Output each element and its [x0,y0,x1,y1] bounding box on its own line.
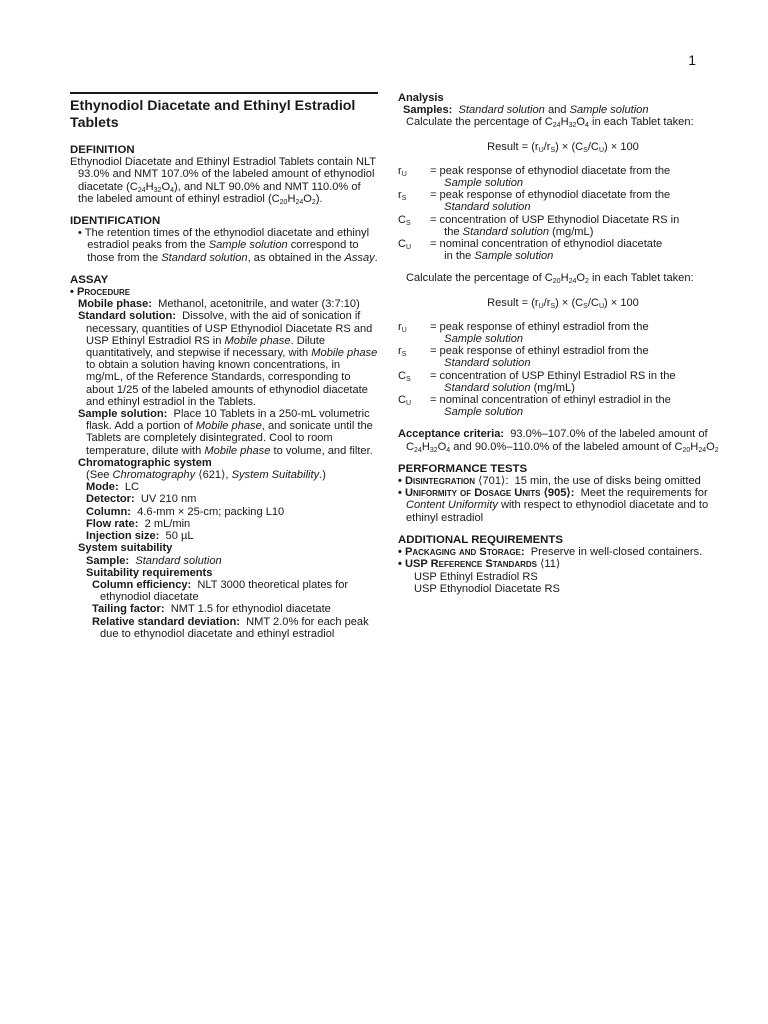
packaging-and-storage: • Packaging and Storage: Preserve in well-closed containers. [398,546,703,559]
variable-row: $r_S$ = peak response of ethinyl estradiol from the Standard solution [398,345,649,370]
variable-row: $C_U$ = nominal concentration of ethynodiol diacetate in the Sample solution [398,238,663,263]
mode: Mode: LC [86,481,140,494]
column: Column: 4.6-mm × 25-cm; packing L10 [86,505,285,518]
variable-row: $r_U$ = peak response of ethinyl estradiol from the Sample solution [398,320,649,346]
left-column [70,92,378,640]
reference-standard-item: USP Ethynodiol Diacetate RS [414,582,560,595]
analysis-samples: Samples: Standard solution and Sample solution [403,104,649,117]
variable-row: $C_S$ = concentration of USP Ethinyl Estradiol RS in the Standard solution (mg/mL) [398,369,676,394]
variable-row: $C_S$ = concentration of USP Ethynodiol Diacetate RS in the Standard solution (mg/mL) [398,213,680,238]
variable-row: $r_S$ = peak response of ethynodiol diacetate from the Standard solution [398,189,671,214]
right-column [398,92,728,595]
page-number: 1 [688,52,696,68]
definition-text: Ethynodiol Diacetate and Ethinyl Estradiol Tablets contain NLT 93.0% and NMT 107.0% of the labeled amount of ethynodiol diacetate $(C_{24}H_{32}O_4)$, and NLT 90.0% and NMT 110.0% of the labeled amount of ethinyl estradiol $(C_{20}H_{24}O_2)$. [70,156,376,206]
additional-requirements-heading: ADDITIONAL REQUIREMENTS [398,533,563,546]
assay-heading: ASSAY [70,273,109,286]
detector: Detector: UV 210 nm [86,493,197,506]
tailing-factor: Tailing factor: NMT 1.5 for ethynodiol diacetate [92,603,331,616]
analysis-calc-1: Calculate the percentage of $C_{24}H_{32}O_4$ in each Tablet taken: [406,116,694,130]
definition-heading: DEFINITION [70,144,135,156]
ss-sample: Sample: Standard solution [86,554,222,567]
identification-text: • The retention times of the ethynodiol diacetate and ethinyl estradiol peaks from the Sample solution correspond to those from the Standard solution, as obtained in the Assay. [78,227,378,264]
usp-reference-standards: • USP Reference Standards ⟨11⟩ [398,558,561,571]
column-efficiency: Column efficiency: NLT 3000 theoretical plates for ethynodiol diacetate [92,578,349,604]
monograph-title: Ethynodiol Diacetate and Ethinyl Estradiol Tablets [70,92,378,132]
chromatographic-system-ref: (See Chromatography ⟨621⟩, System Suitability.) [86,469,326,482]
system-suitability-label: System suitability [78,542,173,555]
injection-size: Injection size: 50 µL [86,530,194,543]
suitability-requirements-label: Suitability requirements [86,566,213,579]
mobile-phase: Mobile phase: Methanol, acetonitrile, and water (3:7:10) [78,298,360,311]
standard-solution: Standard solution: Dissolve, with the aid of sonication if necessary, quantities of USP Ethynodiol Diacetate RS and USP Ethinyl Estradiol RS in Mobile phase. Dilute quantitatively, and stepwise if necessary, with Mobile phase to obtain a solution having known concentrations, in mg/mL, of the Reference Standards, corresponding to about 1/25 of the labeled amounts of ethynodiol diacetate and ethinyl estradiol in the Tablets. [78,310,378,408]
flow-rate: Flow rate: 2 mL/min [86,517,191,530]
chromatographic-system-label: Chromatographic system [78,456,212,469]
relative-standard-deviation: Relative standard deviation: NMT 2.0% for each peak due to ethynodiol diacetate and ethinyl estradiol [92,615,369,640]
result-formula-2: Result = $(r_U/r_S) \times (C_S/C_U) \times 100$ [487,296,639,310]
analysis-heading: Analysis [398,92,444,104]
variable-row: $r_U$ = peak response of ethynodiol diacetate from the Sample solution [398,164,671,190]
variables-2 [398,321,728,419]
acceptance-criteria: Acceptance criteria: 93.0%–107.0% of the labeled amount of $C_{24}H_{32}O_4$ and 90.0%–110.0% of the labeled amount of $C_{20}H_{24}O_2$ [398,428,719,454]
disintegration: • Disintegration ⟨701⟩: 15 min, the use of disks being omitted [398,475,701,488]
procedure-label: • Procedure [70,286,131,299]
variables-1 [398,165,728,263]
reference-standard-item: USP Ethinyl Estradiol RS [414,570,538,583]
analysis-calc-2: Calculate the percentage of $C_{20}H_{24}O_2$ in each Tablet taken: [406,272,694,286]
result-formula-1: Result = $(r_U/r_S) \times (C_S/C_U) \times 100$ [487,140,639,154]
sample-solution: Sample solution: Place 10 Tablets in a 250-mL volumetric flask. Add a portion of Mobile phase, and sonicate until the Tablets are completely disintegrated. Cool to room temperature, dilute with Mobile phase to volume, and filter. [78,408,373,457]
performance-tests-heading: PERFORMANCE TESTS [398,462,528,475]
identification-heading: IDENTIFICATION [70,215,161,228]
uniformity-of-dosage-units: • Uniformity of Dosage Units ⟨905⟩: Meet the requirements for Content Uniformity with respect to ethynodiol diacetate and to ethinyl estradiol [398,487,709,524]
variable-row: $C_U$ = nominal concentration of ethinyl estradiol in the Sample solution [398,394,671,419]
